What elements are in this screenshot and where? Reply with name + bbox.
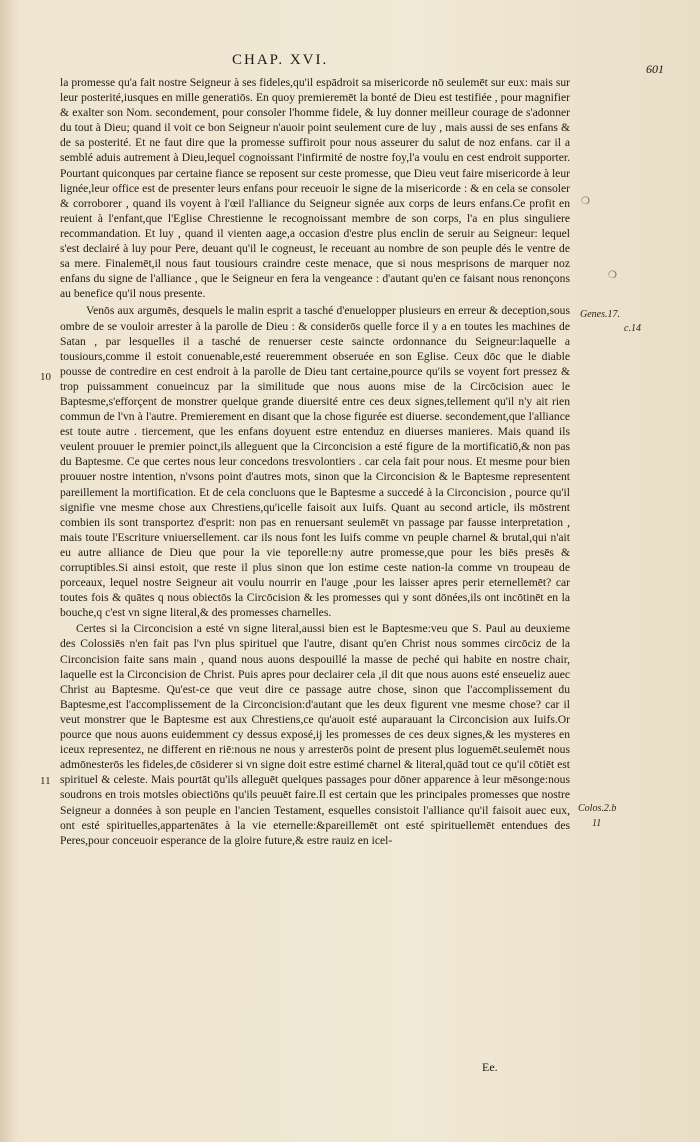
catchword: Ee. (482, 1060, 498, 1074)
margin-note-genesis: Genes.17. (580, 309, 620, 320)
running-head: CHAP. XVI. (232, 52, 329, 68)
line-number-10: 10 (40, 371, 51, 383)
page-number: 601 (646, 62, 664, 76)
line-number-11: 11 (40, 775, 51, 787)
margin-mark-icon: ❍ (581, 196, 590, 207)
margin-mark-icon: ❍ (608, 270, 617, 281)
page-header (0, 52, 700, 76)
margin-note-genesis-chapter: c.14 (624, 323, 641, 334)
paragraph-3: Certes si la Circoncision a esté vn signe literal,aussi bien est le Baptesme:veu que S. Paul au deuxieme des Colossiēs n'en fait pas l'vn plus spirituel que l'autre, disant qu'en Christ nous sommes circōciz de la Circoncision faite sans main , quand nous auons despouillé la masse de peché qui habite en nostre chair, laquelle est la Circoncision de Christ. Puis apres pour declairer cela ,il dit que nous auons esté enseueliz auec Christ au Baptesme. Qu'est-ce que veut dire ce passage autre chose, sinon que l'accomplissement du Baptesme,est l'accomplissement de la Circoncision:d'autant que les deux figurent vne mesme chose? car il veut monstrer que le Baptesme est aux Chrestiens,ce qu'auoit esté auparauant la Circoncision aux Iuifs.Or pource que nous auons euidemment cy dessus exposé,ij les promesses de ces deux signes,& les mysteres en iceux representez, ne different en riē:nous ne nous y arresterōs point de present plus loguemēt.seulemēt nous admōnesterōs les fideles,de cōsiderer si vn signe doit estre estimé charnel & literal,quād tout ce qu'il cōtiēt est spirituel & celeste. Mais pourtāt qu'ils alleguēt quelques passages pour dōner apparence à leur mēsonge:nous soudrons en trois motsles obiectiōns qu'ils peuuēt faire.Il est certain que les principales promesses que nostre Seigneur a données à son peuple en l'ancien Testament, esquelles consistoit l'alliance qu'il faisoit auec eux, ont esté spirituelles,appartenātes à la vie eternelle:&pareillemēt ont esté spirituellemēt entendues des Peres,pour conceuoir esperance de la gloire future,& estre rauiz en icel- (60, 622, 570, 847)
margin-note-colossians: Colos.2.b (578, 803, 617, 814)
main-text (60, 75, 570, 848)
paragraph-2: Venōs aux argumēs, desquels le malin esprit a tasché d'enuelopper plusieurs en erreur & deception,sous ombre de se vouloir arrester à la parolle de Dieu : & considerōs quelle force il y a en toutes les machines de Satan , par lesquelles il a tasché de renuerser ceste saincte ordonnance du Seigneur:laquelle a tousiours,comme il estoit conuenable,esté reueremment obseruée en son Eglise. Ceux dōc que le diable pousse de contredire en cest endroit à la parolle de Dieu tant certaine,pource qu'ils se voyent fort pressez & trop puissamment conueincuz par la similitude que nous auons mise de la Circōcision auec le Baptesme,s'efforçent de monstrer quelque grande diuersité entre ces deux signes,tellement qu'il n'y ait rien commun de l'vn à l'autre. Premierement en disant que la chose figurée est diuerse. secondement,que l'alliance est toute autre . tiercement, que les enfans doyuent estre entenduz en diuerses manieres. Mais quand ils veulent prouuer le premier poinct,ils alleguent que la Circoncision a esté figure de la mortificatiō,& non pas du Baptesme. Ce que certes nous leur concedons tresvolontiers . car cela fait pour nous. Et mesme pour bien prouuer nostre intention, n'vsons point d'autres mots, sinon que la Circoncision & le Baptesme representent pareillement la mortification. Et de cela concluons que le Baptesme a succedé à la Circoncision , pource qu'il signifie vne mesme chose aux Chrestiens,qu'icelle faisoit aux Iuifs. Quant au second article, ils mōstrent combien ils sont transportez d'esprit: non pas en renuersant seulemēt vn passage par fausse interpretation , mais toute l'Escriture vniuersellement. car ils nous font les Iuifs comme vn peuple charnel & brutal,qui n'ait eu autre alliance de Dieu que pour la vie teporelle:ny autre promesse,que pour les biēs presēs & corruptibles.Si ainsi estoit, que reste il plus sinon que lon estime ceste nation-la comme vn troupeau de porceaux, lequel nostre Seigneur ait voulu nourrir en l'auge ,pour les laisser apres perir eternellemēt? car toutes fois & quātes q nous obiectōs la Circōcision & les promesses qui y sont dōnées,ils ont incōtinēt en la bouche,q c'est vn signe literal,& des promesses charnelles. (60, 304, 570, 620)
margin-note-colossians-verse: 11 (592, 818, 602, 829)
paragraph-1: la promesse qu'a fait nostre Seigneur à ses fideles,qu'il espādroit sa misericorde nō seulemēt sur eux: mais sur leur posterité,iusques en mille generatiōs. En quoy premieremēt la bonté de Dieu est testifiée , pour magnifier & exalter son Nom. secondement, pour consoler l'homme fidele, & luy donner meilleur courage de s'adonner du tout à Dieu; quand il voit ce bon Seigneur n'auoir point seulement cure de luy , mais aussi de ses enfans & de sa posterité. Et ne faut dire que la promesse suffiroit pour nous asseurer du salut de noz enfans. car il a semblé aduis autrement à Dieu,lequel cognoissant l'infirmité de nostre foy,l'a voulu en cest endroit supporter. Pourtant quiconques par certaine fiance se reposent sur ceste promesse, que Dieu veut faire misericorde à leur lignée,leur office est de presenter leurs enfans pour receuoir le signe de la misericorde : & en cela se consoler & corroborer , quand ils voyent à l'œil l'alliance du Seigneur signée aux corps de leurs enfans.Ce profit en reuient à l'enfant,que l'Eglise Chrestienne le recognoissant membre de son corps, l'a en plus singuliere recommandation. Et luy , quand il vienten aage,a occasion d'estre plus enclin de seruir au Seigneur: lequel s'est declairé à luy pour Pere, deuant qu'il le cogneust, le receuant au nombre de son peuple dés le ventre de sa mere. Finalemēt,il nous faut tousiours craindre ceste menace, que si nous mesprisons de marquer noz enfans du signe de l'alliance , que le Seigneur en fera la vengeance : d'autant qu'en ce faisant nous renonçons au benefice qu'il nous presente. (60, 76, 570, 301)
